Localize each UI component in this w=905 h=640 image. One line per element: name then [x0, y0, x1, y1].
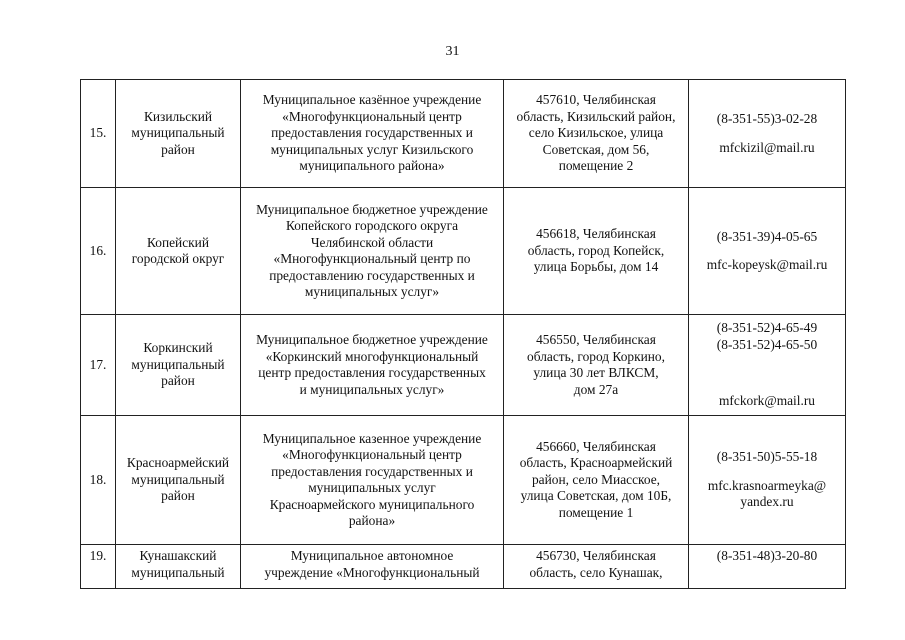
- organization-line: Муниципальное бюджетное учреждение: [256, 201, 488, 217]
- organization-line: Муниципальное казенное учреждение: [262, 430, 482, 446]
- municipality-name-line: Кизильский: [143, 108, 213, 124]
- municipality-name: [116, 315, 241, 416]
- postal-address: [504, 188, 689, 315]
- row-number: 15.: [81, 80, 116, 188]
- organization-line: Красноармейского муниципального: [269, 496, 475, 512]
- municipality-name-line: Копейский: [146, 234, 210, 250]
- table-row: [81, 80, 846, 188]
- address-line: область, село Кунашак,: [529, 564, 663, 580]
- organization-line: района»: [348, 513, 396, 528]
- municipality-name-line: городской округ: [131, 251, 225, 266]
- row-number: 19.: [81, 545, 116, 589]
- address-line: улица Борьбы, дом 14: [533, 259, 659, 275]
- organization-line: учреждение «Многофункциональный: [264, 564, 480, 580]
- municipality-name: [116, 416, 241, 545]
- email-address-line: mfc.krasnoarmeyka@: [707, 477, 827, 493]
- address-line: село Кизильское, улица: [528, 125, 664, 141]
- row-number: 18.: [81, 416, 116, 545]
- address-line: дом 27а: [573, 381, 619, 397]
- municipality-name-line: район: [161, 488, 195, 504]
- phone-number: (8-351-55)3-02-28: [716, 111, 818, 126]
- spacer: [692, 245, 842, 257]
- organization-name: [241, 416, 504, 545]
- address-line: район, село Миасское,: [531, 471, 660, 487]
- organization-line: и муниципальных услуг»: [299, 381, 445, 397]
- phone-number: (8-351-52)4-65-50: [716, 336, 818, 352]
- table-row: [81, 545, 846, 589]
- spacer: [692, 353, 842, 393]
- organization-name: [241, 315, 504, 416]
- organization-line: Челябинской области: [310, 234, 434, 250]
- municipality-name-line: муниципальный: [131, 471, 225, 487]
- organization-line: «Многофункциональный центр по: [273, 251, 471, 266]
- organization-name: [241, 188, 504, 315]
- address-line: область, город Копейск,: [527, 242, 665, 258]
- municipality-name-line: Красноармейский: [126, 455, 230, 471]
- organization-line: «Многофункциональный центр: [282, 108, 462, 124]
- municipality-name-line: район: [161, 141, 195, 157]
- municipality-name: [116, 80, 241, 188]
- postal-address: [504, 545, 689, 589]
- organization-line: «Коркинский многофункциональный: [265, 348, 479, 364]
- contacts: [689, 315, 846, 416]
- contacts: [689, 80, 846, 188]
- email-address-line: yandex.ru: [740, 494, 794, 510]
- address-line: улица 30 лет ВЛКСМ,: [533, 365, 659, 380]
- municipality-name: [116, 545, 241, 589]
- address-line: область, Красноармейский: [519, 455, 673, 471]
- address-line: 456550, Челябинская: [536, 332, 656, 347]
- email-address: mfckork@mail.ru: [719, 393, 815, 409]
- address-line: Советская, дом 56,: [542, 141, 650, 157]
- table-row: [81, 315, 846, 416]
- table-row: [81, 416, 846, 545]
- phone-number: (8-351-50)5-55-18: [716, 449, 818, 465]
- address-line: 456618, Челябинская: [536, 226, 656, 242]
- municipality-name-line: муниципальный: [131, 564, 225, 580]
- postal-address: [504, 80, 689, 188]
- mfc-registry-table: [80, 79, 846, 589]
- municipality-name-line: Коркинский: [143, 340, 213, 356]
- address-line: область, Кизильский район,: [516, 108, 676, 124]
- address-line: помещение 2: [558, 158, 634, 174]
- spacer: [692, 466, 842, 478]
- email-address: mfc-kopeysk@mail.ru: [706, 257, 828, 272]
- organization-name: [241, 80, 504, 188]
- municipality-name-line: муниципальный: [131, 125, 225, 141]
- contacts: [689, 188, 846, 315]
- contacts: [689, 545, 846, 589]
- organization-line: муниципальных услуг: [308, 480, 436, 495]
- organization-line: Муниципальное бюджетное учреждение: [256, 332, 488, 347]
- municipality-name-line: Кунашакский: [139, 548, 217, 563]
- address-line: 456660, Челябинская: [536, 438, 656, 454]
- organization-line: предоставления государственных и: [271, 125, 473, 141]
- phone-number: (8-351-48)3-20-80: [716, 548, 818, 563]
- organization-name: [241, 545, 504, 589]
- page-number: 31: [445, 44, 460, 59]
- address-line: 456730, Челябинская: [536, 548, 656, 563]
- municipality-name: [116, 188, 241, 315]
- address-line: помещение 1: [558, 504, 634, 520]
- row-number: 17.: [81, 315, 116, 416]
- organization-line: муниципального района»: [299, 158, 445, 174]
- organization-line: Копейского городского округа: [285, 218, 459, 233]
- municipality-name-line: муниципальный: [131, 356, 225, 372]
- postal-address: [504, 416, 689, 545]
- row-number: 16.: [81, 188, 116, 315]
- organization-line: Муниципальное автономное: [290, 548, 454, 563]
- municipality-name-line: район: [161, 373, 195, 389]
- organization-line: Муниципальное казённое учреждение: [262, 92, 482, 108]
- organization-line: центр предоставления государственных: [258, 365, 486, 380]
- address-line: 457610, Челябинская: [536, 92, 656, 108]
- postal-address: [504, 315, 689, 416]
- organization-line: муниципальных услуг Кизильского: [270, 141, 474, 157]
- contacts: [689, 416, 846, 545]
- phone-number: (8-351-52)4-65-49: [716, 320, 818, 336]
- email-address: mfckizil@mail.ru: [719, 139, 815, 155]
- address-line: область, город Коркино,: [527, 348, 665, 364]
- table-row: [81, 188, 846, 315]
- organization-line: предоставлению государственных и: [269, 267, 475, 283]
- phone-number: (8-351-39)4-05-65: [716, 228, 818, 244]
- spacer: [692, 128, 842, 140]
- address-line: улица Советская, дом 10Б,: [520, 488, 672, 504]
- organization-line: «Многофункциональный центр: [282, 447, 462, 462]
- organization-line: муниципальных услуг»: [304, 284, 440, 299]
- organization-line: предоставления государственных и: [271, 463, 473, 479]
